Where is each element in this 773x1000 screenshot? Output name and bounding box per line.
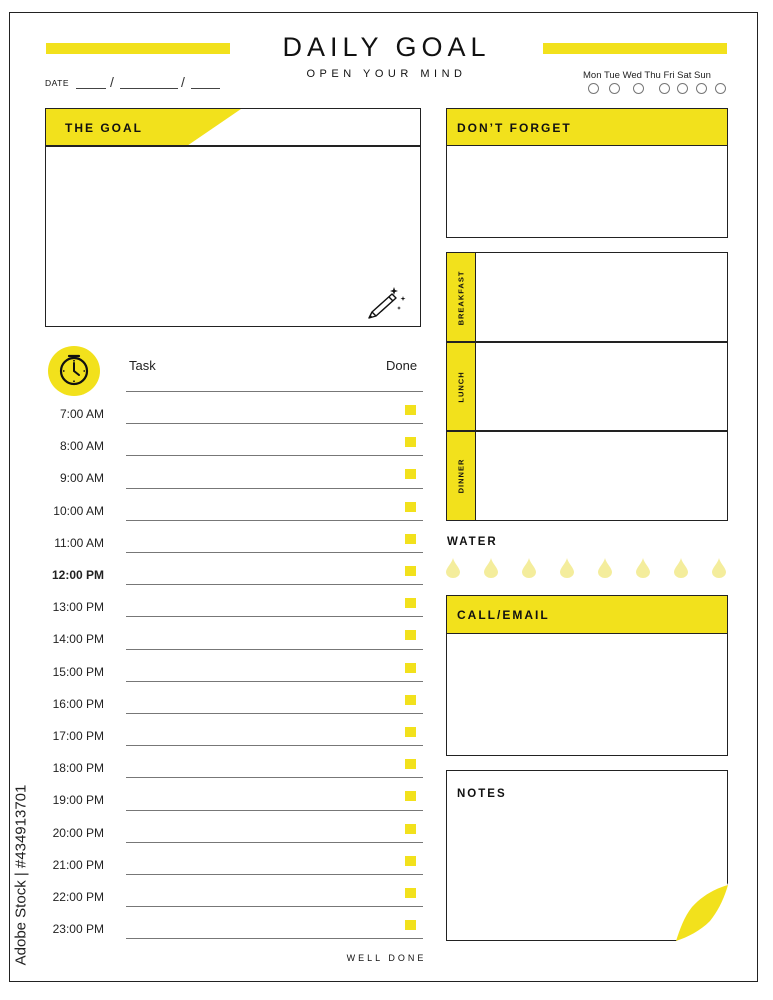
task-line[interactable] bbox=[126, 810, 423, 811]
done-checkbox[interactable] bbox=[405, 630, 416, 640]
date-month-blank[interactable] bbox=[120, 88, 178, 89]
time-label: 23:00 PM bbox=[52, 922, 104, 937]
page-title: DAILY GOAL bbox=[282, 32, 491, 62]
stock-watermark: Adobe Stock | #434913701 bbox=[12, 784, 30, 966]
task-line[interactable] bbox=[126, 842, 423, 843]
breakfast-entry[interactable] bbox=[478, 254, 726, 340]
task-column-header: Task bbox=[129, 358, 156, 373]
done-checkbox[interactable] bbox=[405, 888, 416, 898]
task-line[interactable] bbox=[126, 874, 423, 875]
dinner-label: DINNER bbox=[456, 458, 466, 493]
time-label: 17:00 PM bbox=[52, 729, 104, 743]
day-checkbox-mon[interactable] bbox=[588, 83, 599, 94]
title-bar-right bbox=[543, 43, 727, 54]
water-drop-icon[interactable] bbox=[560, 558, 574, 578]
day-checkbox-fri[interactable] bbox=[677, 83, 688, 94]
footer-text: WELL DONE bbox=[346, 953, 427, 963]
time-label: 7:00 AM bbox=[59, 407, 104, 421]
title-bar-left bbox=[46, 43, 230, 54]
date-label: DATE bbox=[45, 78, 70, 88]
breakfast-tab bbox=[447, 253, 476, 342]
time-label: 13:00 PM bbox=[52, 600, 104, 615]
call-email-label: CALL/EMAIL bbox=[457, 608, 550, 622]
date-slash: / bbox=[181, 74, 185, 90]
notes-label: NOTES bbox=[457, 788, 507, 800]
done-checkbox[interactable] bbox=[405, 502, 416, 512]
day-checkbox-thu[interactable] bbox=[659, 83, 670, 94]
water-drop-icon[interactable] bbox=[522, 558, 536, 578]
water-drop-icon[interactable] bbox=[446, 558, 460, 578]
water-drop-icon[interactable] bbox=[598, 558, 612, 578]
time-label: 10:00 AM bbox=[53, 503, 104, 518]
done-checkbox[interactable] bbox=[405, 791, 416, 801]
water-drop-icon[interactable] bbox=[674, 558, 688, 578]
dont-forget-label: DON’T FORGET bbox=[457, 121, 572, 135]
task-line[interactable] bbox=[126, 584, 423, 585]
date-day-blank[interactable] bbox=[76, 88, 106, 89]
time-label: 12:00 PM bbox=[51, 568, 104, 582]
goal-header-divider bbox=[46, 145, 420, 147]
time-label: 14:00 PM bbox=[52, 632, 104, 647]
date-slash: / bbox=[110, 74, 114, 90]
done-checkbox[interactable] bbox=[405, 534, 416, 544]
done-column-header: Done bbox=[386, 358, 418, 373]
task-line[interactable] bbox=[126, 681, 423, 682]
done-checkbox[interactable] bbox=[405, 405, 416, 415]
date-year-blank[interactable] bbox=[191, 88, 220, 89]
time-label: 19:00 PM bbox=[52, 793, 104, 808]
done-checkbox[interactable] bbox=[405, 566, 416, 576]
task-line[interactable] bbox=[126, 423, 423, 424]
task-line[interactable] bbox=[126, 391, 423, 392]
day-checkbox-sun[interactable] bbox=[715, 83, 726, 94]
done-checkbox[interactable] bbox=[405, 695, 416, 705]
water-label: WATER bbox=[447, 536, 498, 548]
task-line[interactable] bbox=[126, 552, 423, 553]
lunch-tab bbox=[447, 342, 476, 431]
time-label: 16:00 PM bbox=[52, 696, 104, 711]
page-curl-icon bbox=[672, 883, 728, 941]
done-checkbox[interactable] bbox=[405, 437, 416, 447]
done-checkbox[interactable] bbox=[405, 824, 416, 834]
done-checkbox[interactable] bbox=[405, 759, 416, 769]
task-line[interactable] bbox=[126, 520, 423, 521]
time-label: 21:00 PM bbox=[52, 857, 104, 872]
weekday-labels: Mon Tue Wed Thu Fri Sat Sun bbox=[583, 70, 711, 81]
done-checkbox[interactable] bbox=[405, 856, 416, 866]
day-checkbox-wed[interactable] bbox=[633, 83, 644, 94]
breakfast-label: BREAKFAST bbox=[456, 270, 466, 325]
water-drop-icon[interactable] bbox=[484, 558, 498, 578]
clock-icon bbox=[55, 352, 93, 390]
task-line[interactable] bbox=[126, 649, 423, 650]
water-drop-icon[interactable] bbox=[636, 558, 650, 578]
time-label: 18:00 PM bbox=[52, 761, 104, 776]
time-label: 8:00 AM bbox=[59, 439, 104, 454]
task-line[interactable] bbox=[126, 938, 423, 939]
time-label: 20:00 PM bbox=[52, 825, 104, 840]
task-line[interactable] bbox=[126, 488, 423, 489]
pencil-sparkle-icon bbox=[364, 284, 408, 324]
time-label: 15:00 PM bbox=[52, 664, 104, 679]
dinner-tab bbox=[447, 431, 476, 520]
time-label: 9:00 AM bbox=[59, 471, 104, 486]
done-checkbox[interactable] bbox=[405, 920, 416, 930]
task-line[interactable] bbox=[126, 745, 423, 746]
task-line[interactable] bbox=[126, 455, 423, 456]
lunch-label: LUNCH bbox=[456, 370, 466, 403]
done-checkbox[interactable] bbox=[405, 469, 416, 479]
task-line[interactable] bbox=[126, 713, 423, 714]
lunch-entry[interactable] bbox=[478, 343, 726, 429]
done-checkbox[interactable] bbox=[405, 598, 416, 608]
goal-label: THE GOAL bbox=[65, 121, 143, 135]
time-label: 22:00 PM bbox=[52, 890, 104, 904]
page-subtitle: OPEN YOUR MIND bbox=[306, 68, 467, 80]
task-line[interactable] bbox=[126, 906, 423, 907]
day-checkbox-tue[interactable] bbox=[609, 83, 620, 94]
time-label: 11:00 AM bbox=[54, 535, 104, 550]
done-checkbox[interactable] bbox=[405, 727, 416, 737]
task-line[interactable] bbox=[126, 616, 423, 617]
water-drop-icon[interactable] bbox=[712, 558, 726, 578]
day-checkbox-sat[interactable] bbox=[696, 83, 707, 94]
task-line[interactable] bbox=[126, 777, 423, 778]
done-checkbox[interactable] bbox=[405, 663, 416, 673]
dinner-entry[interactable] bbox=[478, 432, 726, 519]
